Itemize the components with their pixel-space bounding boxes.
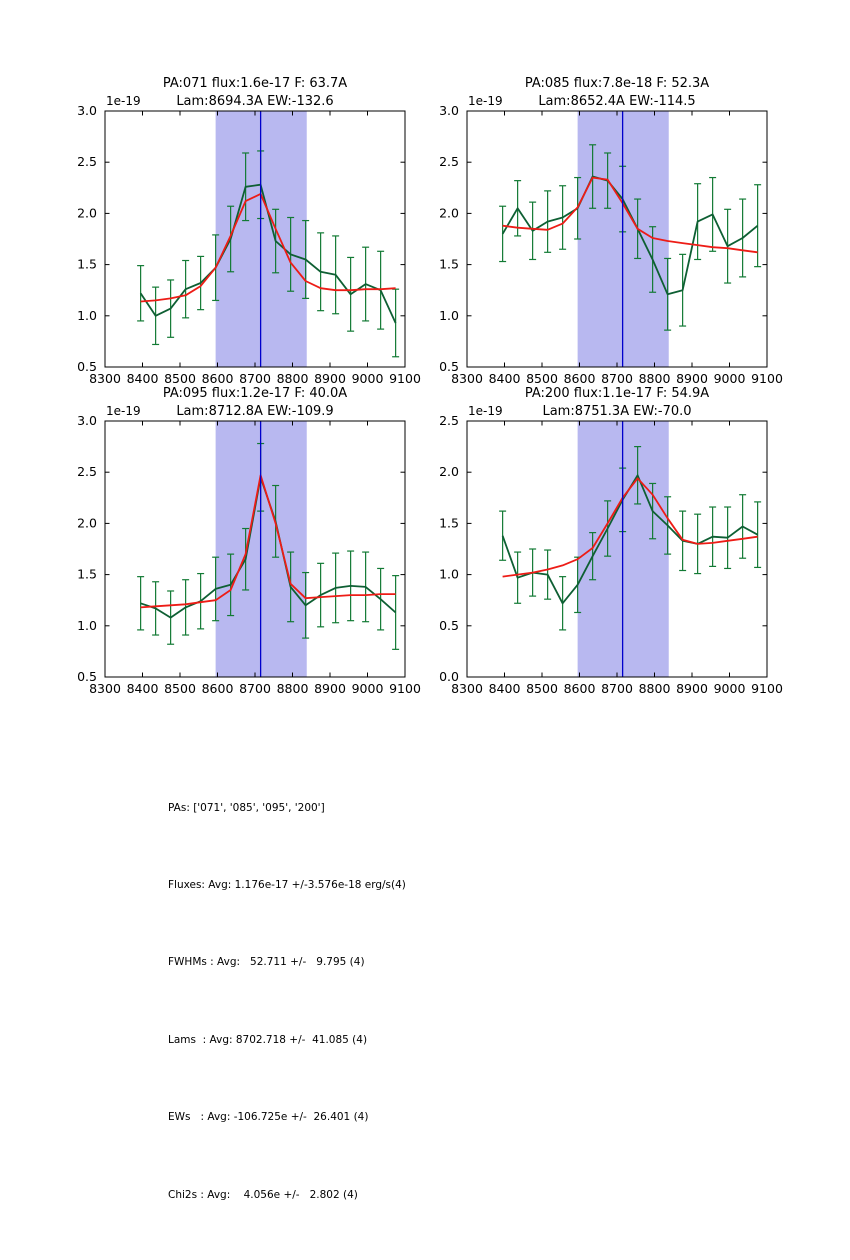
subplot-title-line2: Lam:8751.3A EW:-70.0 bbox=[542, 404, 692, 419]
x-tick-label: 8500 bbox=[526, 681, 558, 696]
x-tick-label: 8900 bbox=[314, 371, 346, 386]
x-tick-label: 8900 bbox=[676, 371, 708, 386]
y-tick-label: 2.5 bbox=[439, 413, 459, 428]
x-tick-label: 8800 bbox=[276, 371, 309, 386]
subplot-title-line1: PA:085 flux:7.8e-18 F: 52.3A bbox=[524, 76, 710, 91]
fit-summary-block bbox=[168, 744, 406, 1260]
y-axis-scale-label: 1e-19 bbox=[106, 94, 141, 108]
x-tick-label: 8700 bbox=[239, 681, 271, 696]
x-tick-label: 8400 bbox=[488, 681, 521, 696]
subplot-title-line1: PA:071 flux:1.6e-17 F: 63.7A bbox=[162, 76, 348, 91]
subplot-title-line1: PA:200 flux:1.1e-17 F: 54.9A bbox=[524, 386, 710, 401]
x-tick-label: 8500 bbox=[526, 371, 558, 386]
y-tick-label: 1.5 bbox=[439, 256, 459, 272]
x-tick-label: 8500 bbox=[164, 681, 196, 696]
summary-line-lams: Lams : Avg: 8702.718 +/- 41.085 (4) bbox=[168, 1033, 368, 1046]
x-tick-label: 8400 bbox=[126, 681, 159, 696]
x-tick-label: 9100 bbox=[389, 371, 421, 386]
x-tick-label: 8400 bbox=[488, 371, 521, 386]
x-tick-label: 8800 bbox=[276, 681, 309, 696]
y-axis-scale-label: 1e-19 bbox=[468, 404, 503, 418]
y-tick-label: 2.0 bbox=[439, 205, 459, 221]
y-axis-scale-label: 1e-19 bbox=[106, 404, 141, 418]
y-tick-label: 1.5 bbox=[439, 515, 459, 531]
y-tick-label: 3.0 bbox=[77, 413, 97, 428]
x-tick-label: 9000 bbox=[713, 371, 746, 386]
summary-line-pas: PAs: ['071', '085', '095', '200'] bbox=[168, 801, 325, 814]
x-tick-label: 8300 bbox=[89, 681, 121, 696]
y-axis-scale-label: 1e-19 bbox=[468, 94, 503, 108]
x-tick-label: 8900 bbox=[676, 681, 708, 696]
x-tick-label: 8600 bbox=[563, 681, 596, 696]
y-tick-label: 1.5 bbox=[77, 566, 97, 582]
x-tick-label: 9100 bbox=[751, 371, 783, 386]
x-tick-label: 8500 bbox=[164, 371, 196, 386]
x-tick-label: 8700 bbox=[601, 371, 633, 386]
x-tick-label: 9000 bbox=[351, 371, 384, 386]
x-tick-label: 8300 bbox=[451, 371, 483, 386]
x-tick-label: 8600 bbox=[563, 371, 596, 386]
y-tick-label: 1.5 bbox=[77, 256, 97, 272]
x-tick-label: 9000 bbox=[351, 681, 384, 696]
y-tick-label: 1.0 bbox=[77, 307, 97, 323]
x-tick-label: 8800 bbox=[638, 681, 671, 696]
x-tick-label: 8700 bbox=[601, 681, 633, 696]
y-tick-label: 0.5 bbox=[77, 359, 97, 374]
x-tick-label: 8900 bbox=[314, 681, 346, 696]
y-tick-label: 2.0 bbox=[439, 464, 459, 480]
x-tick-label: 9100 bbox=[751, 681, 783, 696]
y-tick-label: 1.0 bbox=[439, 566, 459, 582]
summary-line-chi2s: Chi2s : Avg: 4.056e +/- 2.802 (4) bbox=[168, 1188, 358, 1201]
x-tick-label: 8400 bbox=[126, 371, 159, 386]
subplot-bottom-left bbox=[40, 370, 420, 702]
x-tick-label: 9000 bbox=[713, 681, 746, 696]
x-tick-label: 8300 bbox=[451, 681, 483, 696]
y-tick-label: 2.0 bbox=[77, 205, 97, 221]
y-tick-label: 2.5 bbox=[77, 154, 97, 170]
subplot-title-line1: PA:095 flux:1.2e-17 F: 40.0A bbox=[162, 386, 348, 401]
y-tick-label: 0.5 bbox=[439, 359, 459, 374]
y-tick-label: 1.0 bbox=[439, 307, 459, 323]
subplot-title-line2: Lam:8652.4A EW:-114.5 bbox=[538, 94, 696, 109]
x-tick-label: 8600 bbox=[201, 371, 234, 386]
y-tick-label: 2.5 bbox=[77, 464, 97, 480]
y-tick-label: 2.5 bbox=[439, 154, 459, 170]
y-tick-label: 2.0 bbox=[77, 515, 97, 531]
x-tick-label: 9100 bbox=[389, 681, 421, 696]
x-tick-label: 8300 bbox=[89, 371, 121, 386]
subplot-title-line2: Lam:8712.8A EW:-109.9 bbox=[176, 404, 334, 419]
subplot-top-right bbox=[402, 60, 782, 392]
x-tick-label: 8700 bbox=[239, 371, 271, 386]
subplot-title-line2: Lam:8694.3A EW:-132.6 bbox=[176, 94, 334, 109]
summary-line-fluxes: Fluxes: Avg: 1.176e-17 +/-3.576e-18 erg/s(4) bbox=[168, 878, 406, 891]
y-tick-label: 0.0 bbox=[439, 669, 459, 684]
x-tick-label: 8600 bbox=[201, 681, 234, 696]
y-tick-label: 3.0 bbox=[77, 103, 97, 118]
subplot-top-left bbox=[40, 60, 420, 392]
y-tick-label: 1.0 bbox=[77, 617, 97, 633]
y-tick-label: 0.5 bbox=[439, 617, 459, 633]
summary-line-ews: EWs : Avg: -106.725e +/- 26.401 (4) bbox=[168, 1111, 369, 1124]
subplot-bottom-right bbox=[402, 370, 782, 702]
x-tick-label: 8800 bbox=[638, 371, 671, 386]
y-tick-label: 0.5 bbox=[77, 669, 97, 684]
y-tick-label: 3.0 bbox=[439, 103, 459, 118]
summary-line-fwhms: FWHMs : Avg: 52.711 +/- 9.795 (4) bbox=[168, 956, 365, 969]
